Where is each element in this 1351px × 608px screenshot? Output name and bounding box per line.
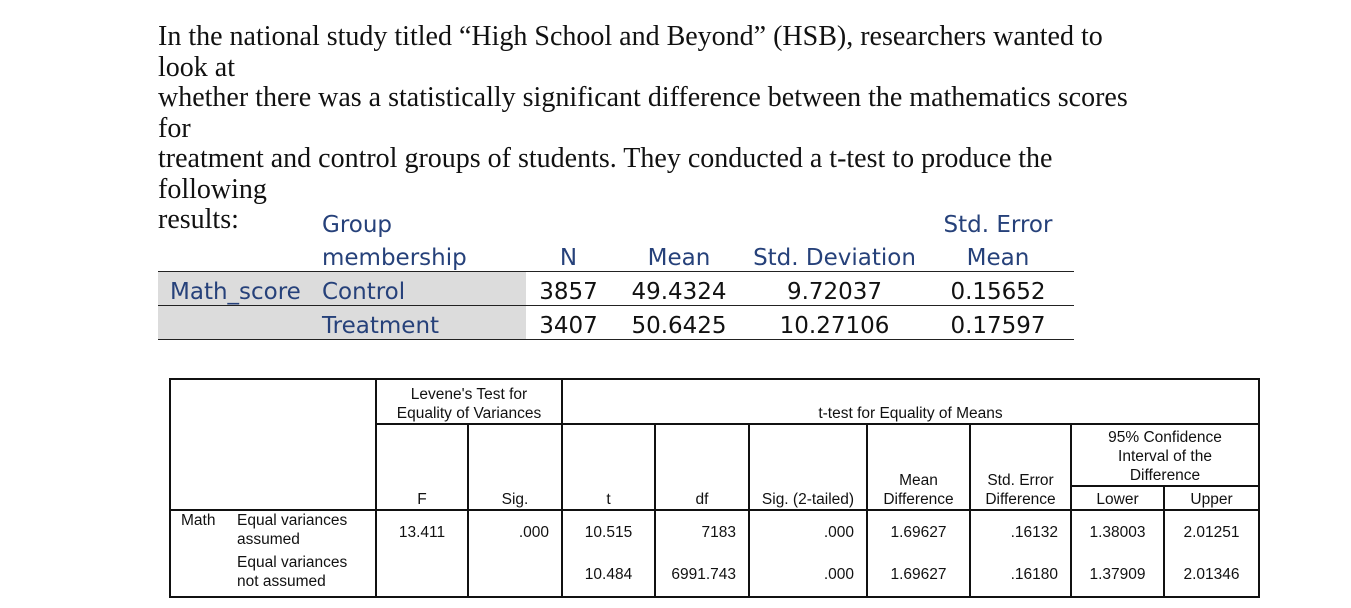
col-md-line2: Difference	[883, 491, 954, 508]
cell-se-difference: .16132	[970, 510, 1071, 553]
levene-header-line2: Equality of Variances	[396, 405, 542, 422]
row-label-line1: Equal variances	[237, 512, 348, 529]
cell-mean-difference: 1.69627	[867, 553, 970, 597]
col-lower: Lower	[1071, 486, 1164, 510]
independent-samples-test-table	[169, 378, 1260, 598]
table-row	[170, 553, 1259, 597]
cell-sig-2tailed: .000	[749, 553, 867, 597]
intro-line-1: In the national study titled “High School and Beyond” (HSB), researchers wanted to look at	[158, 21, 1103, 83]
ci-header-line1: 95% Confidence	[1108, 429, 1222, 446]
cell-t: 10.484	[562, 553, 655, 597]
cell-mean: 49.4324	[611, 272, 747, 306]
col-sig-2tailed: Sig. (2-tailed)	[749, 424, 867, 510]
group-statistics-table	[158, 205, 1074, 340]
row-label-line1: Equal variances	[237, 554, 348, 571]
col-sig: Sig.	[468, 424, 562, 510]
cell-sig: .000	[468, 510, 562, 553]
col-upper: Upper	[1164, 486, 1259, 510]
header-mean: Mean	[611, 238, 747, 272]
header-group-line2: membership	[310, 238, 526, 272]
intro-paragraph	[158, 22, 1158, 236]
variable-label: Math_score	[158, 272, 310, 306]
row-label	[233, 510, 376, 553]
row-label-line2: assumed	[237, 531, 300, 548]
header-se-line1: Std. Error	[943, 212, 1053, 238]
cell-sig	[468, 553, 562, 597]
header-se-line2: Mean	[922, 238, 1074, 272]
header-std-dev: Std. Deviation	[747, 238, 922, 272]
row-label-line2: not assumed	[237, 573, 326, 590]
cell-se-difference: .16180	[970, 553, 1071, 597]
table-row	[158, 272, 1074, 306]
col-se-difference	[970, 424, 1071, 510]
group-label: Treatment	[310, 306, 526, 340]
levene-header	[376, 379, 562, 424]
variable-label: Math	[170, 510, 233, 597]
col-md-line1: Mean	[899, 472, 938, 489]
col-df: df	[655, 424, 749, 510]
cell-mean-difference: 1.69627	[867, 510, 970, 553]
cell-t: 10.515	[562, 510, 655, 553]
group-label: Control	[310, 272, 526, 306]
col-mean-difference	[867, 424, 970, 510]
cell-lower: 1.38003	[1071, 510, 1164, 553]
table-row	[170, 510, 1259, 553]
ci-header-line3: Difference	[1129, 467, 1201, 484]
intro-line-4: results:	[158, 204, 239, 235]
ci-header	[1071, 424, 1259, 486]
cell-upper: 2.01251	[1164, 510, 1259, 553]
cell-df: 6991.743	[655, 553, 749, 597]
ttest-header: t-test for Equality of Means	[562, 379, 1259, 424]
col-t: t	[562, 424, 655, 510]
cell-std-dev: 9.72037	[747, 272, 922, 306]
cell-n: 3857	[526, 272, 611, 306]
intro-line-3: treatment and control groups of students. They conducted a t-test to produce the following	[158, 143, 1053, 205]
cell-n: 3407	[526, 306, 611, 340]
cell-std-dev: 10.27106	[747, 306, 922, 340]
cell-f	[376, 553, 468, 597]
cell-sig-2tailed: .000	[749, 510, 867, 553]
intro-line-2: whether there was a statistically significant difference between the mathematics scores for	[158, 82, 1128, 144]
cell-df: 7183	[655, 510, 749, 553]
table-row	[158, 306, 1074, 340]
col-sed-line1: Std. Error	[987, 472, 1054, 489]
cell-mean: 50.6425	[611, 306, 747, 340]
col-sed-line2: Difference	[985, 491, 1056, 508]
col-f: F	[376, 424, 468, 510]
ci-header-line2: Interval of the	[1118, 448, 1212, 465]
header-group-line1: Group	[322, 212, 393, 238]
cell-upper: 2.01346	[1164, 553, 1259, 597]
cell-se: 0.15652	[922, 272, 1074, 306]
header-n: N	[526, 238, 611, 272]
cell-se: 0.17597	[922, 306, 1074, 340]
cell-lower: 1.37909	[1071, 553, 1164, 597]
row-label	[233, 553, 376, 597]
levene-header-line1: Levene's Test for	[410, 386, 528, 403]
cell-f: 13.411	[376, 510, 468, 553]
